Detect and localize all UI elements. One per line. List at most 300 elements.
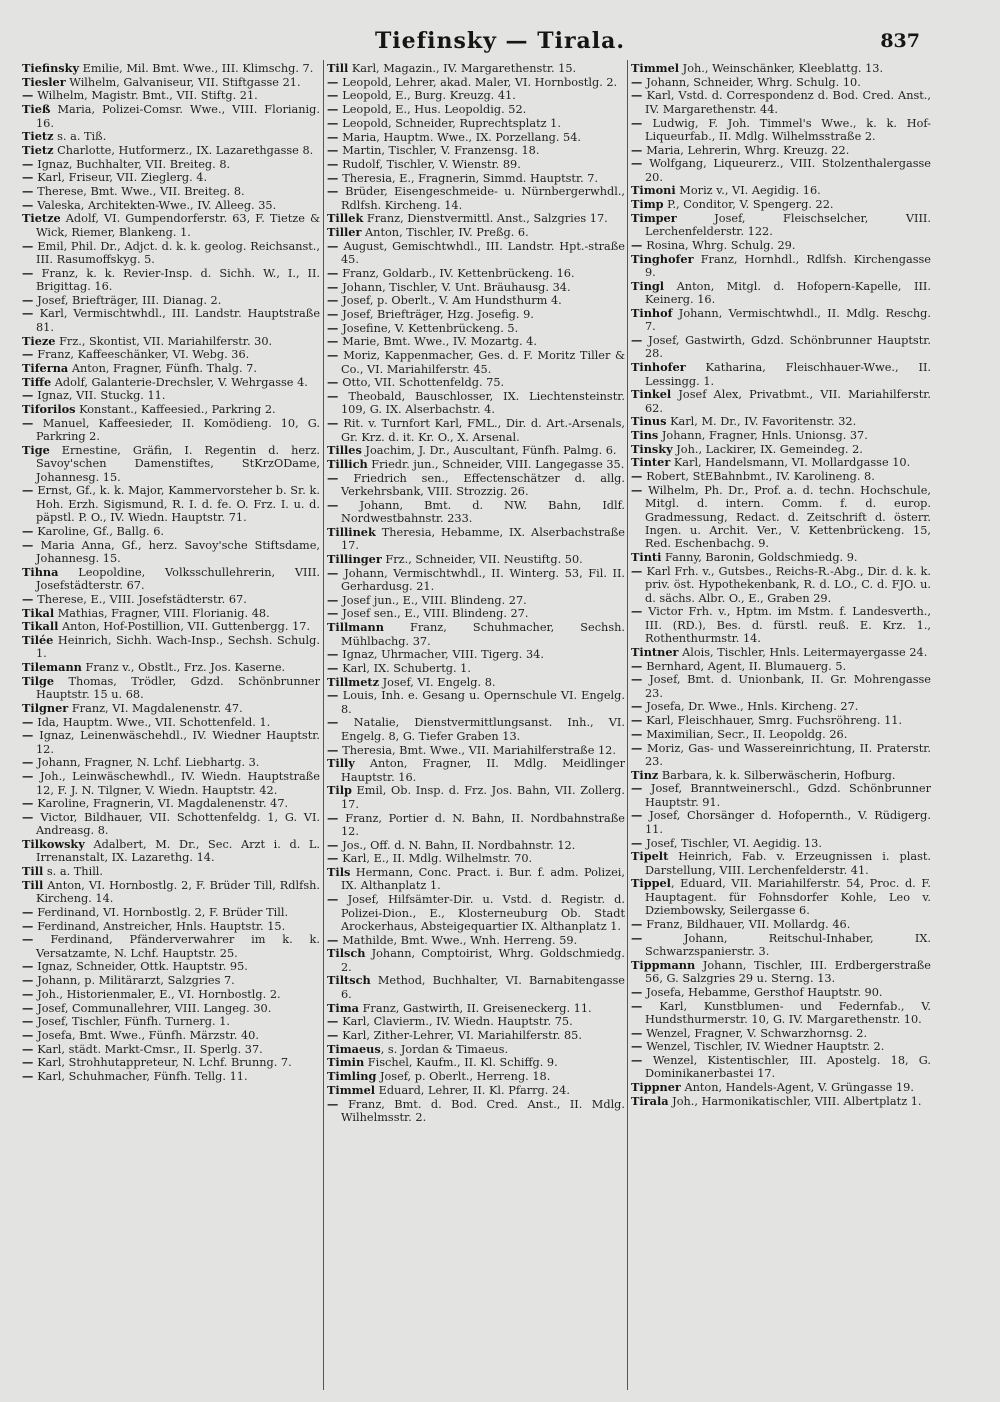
- entry-details: Josef, Tischler, VI. Aegidig. 13.: [646, 836, 822, 850]
- directory-entry: [631, 89, 931, 116]
- entry-name: —: [631, 658, 647, 673]
- directory-entry: [631, 1000, 931, 1027]
- entry-details: Adolf, Galanterie-Drechsler, V. Wehrgasse 4.: [51, 375, 308, 389]
- entry-details: Hermann, Conc. Pract. i. Bur. f. adm. Polizei, IX. Althanplatz 1.: [341, 866, 625, 893]
- directory-entry: [327, 839, 625, 852]
- directory-entry: [327, 308, 625, 321]
- entry-details: Karl, Strohhutappreteur, N. Lchf. Brunng. 7.: [37, 1056, 292, 1070]
- entry-name: —: [22, 728, 40, 743]
- directory-entry: [22, 593, 320, 606]
- directory-entry: [22, 76, 320, 89]
- entry-details: Karl, Magazin., IV. Margarethenstr. 15.: [348, 62, 577, 75]
- directory-entry: [327, 267, 625, 280]
- entry-name: —: [631, 726, 647, 741]
- directory-entry: [327, 349, 625, 376]
- entry-details: Johann, p. Militärarzt, Salzgries 7.: [37, 974, 235, 988]
- entry-name: —: [631, 142, 647, 157]
- entry-details: Eduard, Lehrer, II. Kl. Pfarrg. 24.: [375, 1083, 570, 1097]
- entry-details: August, Gemischtwhdl., III. Landstr. Hpt.-straße 45.: [341, 239, 625, 267]
- entry-details: Valeska, Architekten-Wwe., IV. Alleeg. 35.: [37, 198, 277, 212]
- entry-name: —: [631, 563, 647, 578]
- entry-name: Tikal: [22, 605, 55, 620]
- entry-name: —: [631, 699, 647, 714]
- directory-entry: [631, 959, 931, 986]
- directory-entry: [327, 117, 625, 130]
- entry-name: Till: [22, 877, 44, 892]
- entry-details: Johann, Schneider, Whrg. Schulg. 10.: [646, 75, 861, 89]
- directory-entry: [22, 199, 320, 212]
- directory-entry: [327, 212, 625, 225]
- entry-name: —: [327, 606, 343, 621]
- entry-name: —: [327, 307, 343, 322]
- entry-details: Josef, Gastwirth, Gdzd. Schönbrunner Hauptstr. 28.: [645, 333, 931, 361]
- directory-entry: [327, 1015, 625, 1028]
- directory-entry: [22, 348, 320, 361]
- directory-entry: [631, 700, 931, 713]
- entry-name: Tietz: [22, 142, 54, 157]
- entry-details: Karl, Handelsmann, VI. Mollardgasse 10.: [670, 456, 911, 470]
- directory-entry: [631, 1054, 931, 1081]
- entry-name: —: [22, 591, 38, 606]
- directory-entry: [22, 103, 320, 130]
- column-left: [22, 62, 320, 1392]
- entry-details: Franz, Bmt. d. Bod. Cred. Anst., II. Mdlg. Wilhelmsstr. 2.: [341, 1097, 625, 1124]
- directory-entry: [22, 539, 320, 566]
- directory-entry: [327, 62, 625, 75]
- entry-name: Tils: [327, 865, 351, 880]
- directory-entry: [327, 757, 625, 784]
- entry-details: Karl, Kunstblumen- und Federnfab., V. Hundsthurmerstr. 10, G. IV. Margarethenstr. 10.: [645, 999, 931, 1026]
- directory-entry: [22, 797, 320, 810]
- directory-entry: [22, 389, 320, 402]
- directory-entry: [327, 594, 625, 607]
- entry-name: Tiforilos: [22, 402, 76, 417]
- entry-details: Therese, Bmt. Wwe., VII. Breiteg. 8.: [37, 185, 245, 199]
- entry-name: Tilée: [22, 632, 54, 647]
- entry-details: Josefa, Dr. Wwe., Hnls. Kircheng. 27.: [646, 700, 859, 714]
- entry-details: Rudolf, Tischler, V. Wienstr. 89.: [342, 157, 521, 171]
- directory-entry: [327, 893, 625, 933]
- directory-entry: [631, 1040, 931, 1053]
- entry-details: Josef, Hilfsämter-Dir. u. Vstd. d. Registr. d. Polizei-Dion., E., Klosterneuburg Ob. Stadt Arockerhaus, Absteigequartier IX. Althanplatz 1.: [341, 893, 625, 933]
- directory-entry: [22, 240, 320, 267]
- entry-name: Tilsch: [327, 946, 366, 961]
- directory-entry: [631, 470, 931, 483]
- entry-details: Leopold, Schneider, Ruprechtsplatz 1.: [342, 116, 561, 130]
- entry-details: Joh., Weinschänker, Kleeblattg. 13.: [679, 62, 884, 75]
- entry-details: Josef, Communallehrer, VIII. Langeg. 30.: [37, 1001, 272, 1015]
- entry-name: Tintner: [631, 644, 679, 659]
- entry-details: Maria, Hauptm. Wwe., IX. Porzellang. 54.: [342, 130, 582, 144]
- entry-details: Franz, Portier d. N. Bahn, II. Nordbahnstraße 12.: [341, 811, 625, 838]
- entry-name: —: [631, 604, 649, 619]
- entry-details: Charlotte, Hutformerz., IX. Lazarethgasse 8.: [53, 143, 314, 157]
- entry-name: —: [327, 497, 360, 512]
- column-divider: [323, 60, 324, 1390]
- entry-details: Karl, Fleischhauer, Smrg. Fuchsröhreng. 11.: [646, 714, 903, 728]
- directory-entry: [327, 144, 625, 157]
- directory-entry: [22, 444, 320, 484]
- entry-name: —: [22, 156, 38, 171]
- directory-entry: [327, 226, 625, 239]
- directory-entry: [631, 646, 931, 659]
- entry-name: —: [327, 388, 349, 403]
- directory-entry: [327, 676, 625, 689]
- entry-name: Tietze: [22, 211, 61, 226]
- directory-entry: [631, 809, 931, 836]
- entry-details: Ludwig, F. Joh. Timmel's Wwe., k. k. Hof-Liqueurfab., II. Mdlg. Wilhelmsstraße 2.: [645, 116, 931, 143]
- entry-name: Tietz: [22, 129, 54, 144]
- directory-entry: [22, 1029, 320, 1042]
- directory-entry: [327, 947, 625, 974]
- entry-name: —: [327, 660, 343, 675]
- entry-details: Karl, Clavierm., IV. Wiedn. Hauptstr. 75.: [342, 1015, 573, 1029]
- directory-entry: [327, 444, 625, 457]
- entry-details: Robert, StEBahnbmt., IV. Karolineng. 8.: [646, 470, 875, 484]
- entry-name: —: [327, 715, 354, 730]
- entry-details: Johann, Comptoirist, Whrg. Goldschmiedg. 2.: [341, 947, 625, 974]
- directory-entry: [631, 1081, 931, 1094]
- entry-name: Tilp: [327, 783, 352, 798]
- entry-details: Karoline, Gf., Ballg. 6.: [37, 524, 165, 538]
- directory-entry: [631, 565, 931, 605]
- entry-name: —: [327, 375, 343, 390]
- entry-name: —: [327, 647, 343, 662]
- entry-name: —: [327, 742, 343, 757]
- entry-name: Timaeus: [327, 1041, 381, 1056]
- directory-entry: [631, 76, 931, 89]
- directory-entry: [327, 1002, 625, 1015]
- directory-entry: [327, 458, 625, 471]
- directory-entry: [327, 648, 625, 661]
- entry-details: Ferdinand, Anstreicher, Hnls. Hauptstr. 15.: [37, 919, 286, 933]
- entry-name: Till: [327, 62, 349, 75]
- entry-details: Adolf, VI. Gumpendorferstr. 63, F. Tietze & Wick, Riemer, Blankeng. 1.: [36, 212, 320, 239]
- entry-name: —: [327, 129, 343, 144]
- entry-name: Timling: [327, 1069, 377, 1084]
- directory-entry: [327, 185, 625, 212]
- directory-entry: [22, 716, 320, 729]
- entry-name: Tilge: [22, 673, 55, 688]
- directory-entry: [22, 1002, 320, 1015]
- directory-entry: [22, 403, 320, 416]
- entry-details: Franz, Dienstvermittl. Anst., Salzgries 17.: [363, 212, 608, 226]
- entry-name: Tikall: [22, 619, 59, 634]
- entry-name: —: [22, 306, 40, 321]
- entry-name: —: [327, 279, 343, 294]
- page-header: [0, 28, 1000, 58]
- directory-entry: [22, 212, 320, 239]
- entry-details: Josefa, Hebamme, Gersthof Hauptstr. 90.: [646, 985, 883, 999]
- entry-details: Victor Frh. v., Hptm. im Mstm. f. Landesverth., III. (RD.), Bes. d. fürstl. reuß. E. Krz. 1., Rothenthurmstr. 14.: [645, 605, 931, 646]
- entry-details: Josef, Bmt. d. Unionbank, II. Gr. Mohrengasse 23.: [645, 673, 931, 700]
- directory-entry: [631, 253, 931, 280]
- entry-name: —: [327, 334, 343, 349]
- directory-entry: [631, 728, 931, 741]
- entry-details: Wilhelm, Galvaniseur, VII. Stiftgasse 21.: [65, 75, 301, 89]
- entry-details: Karoline, Fragnerin, VI. Magdalenenstr. 47.: [37, 797, 289, 811]
- entry-details: Johann, Fragner, Hnls. Unionsg. 37.: [658, 429, 868, 443]
- entry-name: Tippner: [631, 1080, 681, 1095]
- entry-details: Karl, Zither-Lehrer, VI. Mariahilferstr. 85.: [342, 1028, 582, 1042]
- entry-details: Thomas, Trödler, Gdzd. Schönbrunner Hauptstr. 15 u. 68.: [36, 674, 320, 702]
- directory-entry: [631, 212, 931, 239]
- entry-details: Karl, Vermischtwhdl., III. Landstr. Hauptstraße 81.: [36, 307, 320, 334]
- entry-details: Brüder, Eisengeschmeide- u. Nürnbergerwhdl., Rdlfsh. Kircheng. 14.: [341, 185, 625, 212]
- directory-entry: [631, 429, 931, 442]
- entry-name: —: [22, 1014, 38, 1029]
- entry-name: —: [22, 88, 38, 103]
- directory-entry: [327, 526, 625, 553]
- directory-entry: [22, 89, 320, 102]
- entry-name: —: [22, 1000, 38, 1015]
- entry-name: —: [327, 892, 348, 907]
- entry-details: Ignaz, Buchhalter, VII. Breiteg. 8.: [37, 157, 231, 171]
- entry-details: Karl Frh. v., Gutsbes., Reichs-R.-Abg., Dir. d. k. k. priv. öst. Hypothekenbank, R. d. LO., C. d. FJO. u. d. sächs. Albr. O., E., Graben 29.: [645, 564, 931, 605]
- directory-entry: [631, 782, 931, 809]
- entry-details: Josef, Briefträger, III. Dianag. 2.: [37, 293, 222, 307]
- directory-entry: [327, 417, 625, 444]
- directory-entry: [22, 267, 320, 294]
- entry-details: Ignaz, Schneider, Ottk. Hauptstr. 95.: [37, 960, 248, 974]
- entry-name: —: [22, 959, 38, 974]
- entry-name: —: [22, 238, 38, 253]
- directory-entry: [327, 335, 625, 348]
- entry-name: Tilgner: [22, 700, 69, 715]
- entry-name: Tinti: [631, 550, 662, 565]
- directory-entry: [22, 974, 320, 987]
- directory-entry: [22, 158, 320, 171]
- entry-name: Tiesler: [22, 74, 66, 89]
- entry-name: —: [22, 197, 38, 212]
- directory-entry: [631, 456, 931, 469]
- entry-name: —: [327, 156, 343, 171]
- entry-name: Tiltsch: [327, 973, 371, 988]
- entry-name: —: [631, 74, 647, 89]
- directory-entry: [327, 390, 625, 417]
- entry-details: Moriz v., VI. Aegidig. 16.: [675, 184, 821, 198]
- directory-entry: [22, 960, 320, 973]
- entry-details: Josef Alex, Privatbmt., VII. Mariahilferstr. 62.: [645, 388, 931, 415]
- directory-entry: [22, 811, 320, 838]
- directory-entry: [631, 62, 931, 75]
- entry-name: Tima: [327, 1000, 359, 1015]
- entry-name: —: [22, 1027, 38, 1042]
- entry-name: —: [22, 292, 38, 307]
- entry-details: Leopold, E., Burg. Kreuzg. 41.: [342, 89, 516, 103]
- entry-details: Josef, Chorsänger d. Hofopernth., V. Rüdigerg. 11.: [645, 809, 931, 836]
- entry-details: Anton, Fragner, Fünfh. Thalg. 7.: [68, 361, 257, 375]
- entry-details: Adalbert, M. Dr., Sec. Arzt i. d. L. Irrenanstalt, IX. Lazarethg. 14.: [36, 838, 320, 865]
- directory-entry: [631, 837, 931, 850]
- entry-name: Tins: [631, 428, 659, 443]
- entry-name: —: [327, 184, 346, 199]
- directory-entry: [22, 171, 320, 184]
- entry-details: Josef, Tischler, Fünfh. Turnerg. 1.: [37, 1015, 230, 1029]
- entry-details: Josef jun., E., VIII. Blindeng. 27.: [342, 593, 527, 607]
- directory-entry: [22, 185, 320, 198]
- entry-details: Joh., Harmonikatischler, VIII. Albertplatz 1.: [668, 1094, 922, 1108]
- entry-details: Wenzel, Tischler, IV. Wiedner Hauptstr. 2.: [646, 1040, 885, 1054]
- entry-details: Josef, Branntweinerschl., Gdzd. Schönbrunner Hauptstr. 91.: [645, 782, 931, 809]
- entry-details: Karl, M. Dr., IV. Favoritenstr. 32.: [666, 415, 857, 429]
- entry-name: —: [327, 1096, 349, 1111]
- directory-entry: [327, 499, 625, 526]
- entry-details: Rosina, Whrg. Schulg. 29.: [646, 238, 796, 252]
- entry-name: —: [327, 348, 344, 363]
- entry-details: Wenzel, Fragner, V. Schwarzhornsg. 2.: [646, 1026, 868, 1040]
- entry-name: —: [631, 672, 650, 687]
- entry-details: Emil, Ob. Insp. d. Frz. Jos. Bahn, VII. Zollerg. 17.: [341, 784, 625, 811]
- entry-details: Wenzel, Kistentischler, III. Apostelg. 18, G. Dominikanerbastei 17.: [645, 1054, 931, 1081]
- entry-details: Jos., Off. d. N. Bahn, II. Nordbahnstr. 12.: [342, 838, 576, 852]
- directory-entry: [327, 240, 625, 267]
- directory-entry: [22, 756, 320, 769]
- directory-entry: [22, 1043, 320, 1056]
- entry-name: —: [22, 170, 38, 185]
- entry-details: Therese, E., VIII. Josefstädterstr. 67.: [37, 592, 247, 606]
- entry-name: Till: [22, 864, 44, 879]
- directory-entry: [22, 988, 320, 1001]
- entry-name: —: [631, 930, 684, 945]
- entry-details: Josefa, Bmt. Wwe., Fünfh. Märzstr. 40.: [37, 1028, 259, 1042]
- entry-name: Tiferna: [22, 360, 69, 375]
- directory-entry: [631, 280, 931, 307]
- entry-details: Wolfgang, Liqueurerz., VIII. Stolzenthalergasse 20.: [645, 157, 931, 184]
- directory-entry: [22, 130, 320, 143]
- entry-details: Ernst, Gf., k. k. Major, Kammervorsteher b. Sr. k. Hoh. Erzh. Sigismund, R. I. d. fe. O. Frz. I. u. d. päpstl. P. O., IV. Wiedn. Hauptstr. 71.: [36, 484, 320, 525]
- entry-details: Fanny, Baronin, Goldschmiedg. 9.: [661, 551, 858, 565]
- directory-entry: [327, 103, 625, 116]
- directory-entry: [327, 1084, 625, 1097]
- column-divider: [627, 60, 628, 1390]
- directory-entry: [631, 334, 931, 361]
- entry-name: Tieze: [22, 333, 56, 348]
- directory-entry: [22, 906, 320, 919]
- directory-entry: [631, 769, 931, 782]
- entry-name: —: [327, 810, 346, 825]
- entry-name: —: [22, 973, 38, 988]
- directory-entry: [327, 1029, 625, 1042]
- directory-entry: [22, 1056, 320, 1069]
- entry-name: Tilkowsky: [22, 837, 85, 852]
- directory-entry: [22, 62, 320, 75]
- entry-name: Tillinek: [327, 524, 376, 539]
- entry-details: Natalie, Dienstvermittlungsanst. Inh., VI. Engelg. 8, G. Tiefer Graben 13.: [341, 716, 625, 743]
- entry-name: —: [631, 781, 651, 796]
- entry-details: Johann, Bmt. d. NW. Bahn, Idlf. Nordwestbahnstr. 233.: [341, 498, 625, 526]
- directory-entry: [631, 484, 931, 551]
- directory-entry: [327, 812, 625, 839]
- entry-name: —: [631, 156, 650, 171]
- directory-entry: [22, 144, 320, 157]
- directory-entry: [22, 417, 320, 444]
- directory-entry: [631, 742, 931, 769]
- entry-name: Tilles: [327, 443, 362, 458]
- entry-details: Friedrich sen., Effectenschätzer d. allg. Verkehrsbank, VIII. Strozzig. 26.: [341, 471, 625, 499]
- entry-name: Timp: [631, 197, 664, 212]
- entry-details: Frz., Schneider, VII. Neustiftg. 50.: [381, 552, 583, 566]
- directory-entry: [22, 838, 320, 865]
- entry-details: Joachim, J. Dr., Auscultant, Fünfh. Palmg. 6.: [361, 444, 617, 458]
- directory-entry: [631, 157, 931, 184]
- entry-details: s. a. Tiß.: [53, 130, 107, 144]
- directory-entry: [631, 443, 931, 456]
- directory-entry: [631, 198, 931, 211]
- entry-name: Tige: [22, 442, 50, 457]
- entry-details: Mathias, Fragner, VIII. Florianig. 48.: [54, 606, 270, 620]
- entry-name: —: [631, 740, 647, 755]
- entry-name: —: [631, 1039, 647, 1054]
- entry-details: Katharina, Fleischhauer-Wwe., II. Lessingg. 1.: [645, 361, 931, 388]
- directory-entry: [631, 918, 931, 931]
- entry-name: Timper: [631, 210, 677, 225]
- entry-name: —: [22, 388, 38, 403]
- entry-details: Karl, Friseur, VII. Zieglerg. 4.: [37, 171, 208, 185]
- directory-entry: [327, 294, 625, 307]
- directory-entry: [631, 307, 931, 334]
- entry-name: —: [327, 837, 343, 852]
- entry-details: Josef, Briefträger, Hzg. Josefig. 9.: [342, 308, 534, 322]
- entry-name: Tilemann: [22, 660, 82, 675]
- entry-name: Tinkel: [631, 387, 672, 402]
- entry-details: Johann, Tischler, V. Unt. Bräuhausg. 34.: [342, 280, 571, 294]
- entry-details: Franz v., Obstlt., Frz. Jos. Kaserne.: [81, 661, 286, 675]
- directory-entry: [631, 1095, 931, 1108]
- directory-entry: [631, 117, 931, 144]
- entry-details: Manuel, Kaffeesieder, II. Komödieng. 10, G. Parkring 2.: [36, 416, 320, 444]
- entry-details: Alois, Tischler, Hnls. Leitermayergasse 24.: [678, 645, 928, 659]
- directory-entry: [631, 1027, 931, 1040]
- directory-entry: [327, 553, 625, 566]
- entry-name: Tinghofer: [631, 251, 694, 266]
- entry-name: —: [631, 1025, 647, 1040]
- entry-details: Mathilde, Bmt. Wwe., Wnh. Herreng. 59.: [342, 933, 578, 947]
- directory-entry: [22, 1070, 320, 1083]
- directory-entry: [327, 974, 625, 1001]
- entry-name: Timin: [327, 1055, 365, 1070]
- entry-details: Anton, Tischler, IV. Preßg. 6.: [361, 226, 529, 240]
- entry-details: Marie, Bmt. Wwe., IV. Mozartg. 4.: [342, 335, 537, 349]
- entry-name: Tingl: [631, 278, 665, 293]
- entry-name: —: [22, 769, 40, 784]
- directory-entry: [631, 673, 931, 700]
- entry-name: —: [327, 932, 343, 947]
- directory-entry: [327, 662, 625, 675]
- entry-name: —: [631, 1053, 653, 1068]
- entry-details: Karl, Schuhmacher, Fünfh. Tellg. 11.: [37, 1070, 248, 1084]
- directory-entry: [631, 986, 931, 999]
- entry-details: Bernhard, Agent, II. Blumauerg. 5.: [646, 659, 847, 673]
- entry-details: Joh., Leinwäschewhdl., IV. Wiedn. Hauptstraße 12, F. J. N. Tilgner, V. Wiedn. Hauptstr. 42.: [36, 770, 320, 797]
- entry-details: Anton, VI. Hornbostlg. 2, F. Brüder Till, Rdlfsh. Kircheng. 14.: [36, 878, 320, 906]
- entry-name: —: [22, 932, 51, 947]
- entry-details: Joh., Lackirer, IX. Gemeindeg. 2.: [672, 442, 863, 456]
- directory-entry: [631, 714, 931, 727]
- directory-entry: [327, 376, 625, 389]
- directory-entry: [327, 866, 625, 893]
- directory-entry: [327, 689, 625, 716]
- entry-details: Ida, Hauptm. Wwe., VII. Schottenfeld. 1.: [37, 715, 271, 729]
- entry-details: Heinrich, Sichh. Wach-Insp., Sechsh. Schulg. 1.: [36, 633, 320, 661]
- entry-name: —: [327, 74, 343, 89]
- directory-entry: [22, 634, 320, 661]
- entry-name: —: [631, 713, 647, 728]
- entry-name: —: [22, 415, 43, 430]
- entry-details: Moriz, Gas- und Wassereinrichtung, II. Praterstr. 23.: [645, 741, 931, 768]
- entry-name: —: [631, 115, 653, 130]
- directory-entry: [631, 551, 931, 564]
